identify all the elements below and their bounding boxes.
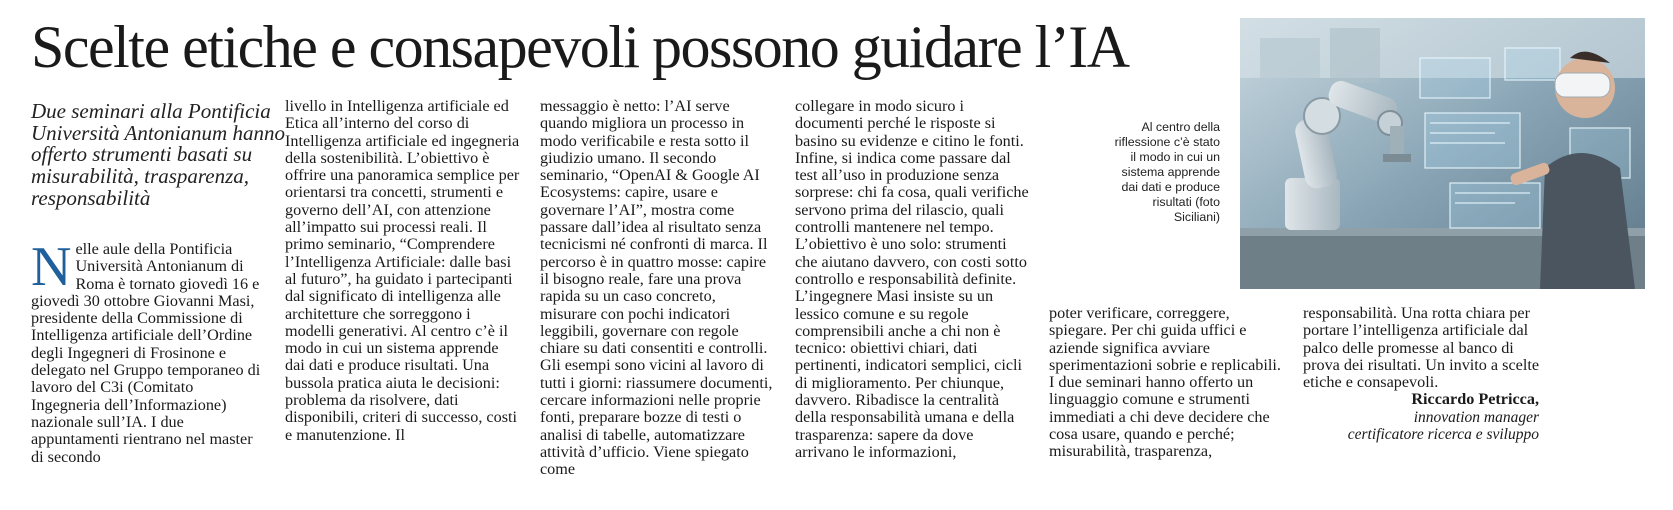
column-text: collegare in modo sicuro i documenti perché le risposte si basino su evidenze e citino le fonti. Infine, si indica come passare dal test all’uso in produzione senza sorprese: chi fa cosa, quali verifiche servono prima del rilascio, quali controlli mantenere nel tempo. L’obiettivo è uno solo: strumenti che aiutano davvero, con costi sotto controllo e responsabilità definite. L’ingegnere Masi insiste su un lessico comune e su regole comprensibili anche a chi non è tecnico: obiettivi chiari, dati pertinenti, indicatori semplici, cicli di miglioramento. Per chiunque, davvero. Ribadisce la centralità della responsabilità umana e della trasparenza: sapere da dove arrivano le informazioni, [795,97,1029,461]
column-text: messaggio è netto: l’AI serve quando migliora un processo in modo verificabile e resta sotto il giudizio umano. Il secondo seminario, “OpenAI & Google AI Ecosystems: capire, usare e governare l’AI”, mostra come passare dall’idea al risultato senza tecnicismi né confronti di marca. Il percorso è in quattro mosse: capire il bisogno reale, fare una prova rapida su un caso concreto, misurare con pochi indicatori leggibili, governare con regole chiare su dati consentiti e controlli. Gli esempi sono vicini al lavoro di tutti i giorni: riassumere documenti, cercare informazioni nelle proprie fonti, preparare bozze di testi o analisi di tabelle, automatizzare attività d’ufficio. Viene spiegato come [540,97,773,479]
article-column-4 [795,98,1031,461]
column-text: elle aule della Pontificia Università Antonianum di Roma è tornato giovedì 16 e giovedì 30 ottobre Giovanni Masi, presidente della Commissione di Intelligenza artificiale dell’Ordine degli Ingegneri di Frosinone e delegato nel Gruppo temporaneo di lavoro del C3i (Comitato Ingegneria dell’Informazione) nazionale sull’IA. I due appuntamenti rientrano nel master di secondo [31,240,261,466]
column-text: responsabilità. Una rotta chiara per portare l’intelligenza artificiale dal palco delle promesse al banco di prova dei risultati. Un invito a scelte etiche e consapevoli. [1303,304,1540,392]
photo-caption: Al centro della riflessione c’è stato il modo in cui un sistema apprende dai dati e produce risultati (foto Siciliani) [1114,120,1220,224]
article-column-5 [1049,305,1285,461]
author-name: Riccardo Petricca, [1411,390,1539,409]
robot-lab-illustration [1240,18,1645,289]
article-photo [1240,18,1645,289]
author-role: innovation manager [1413,408,1539,426]
article-column-1 [31,236,261,466]
article-column-3 [540,98,776,479]
column-text: poter verificare, correggere, spiegare. Per chi guida uffici e aziende significa avviare sperimentazioni sobrie e replicabili. I due seminari hanno offerto un linguaggio comune e strumenti immediati a chi deve decidere che cosa usare, quando e perché; misurabilità, trasparenza, [1049,304,1281,461]
column-text: livello in Intelligenza artificiale ed Etica all’interno del corso di Intelligenza artificiale ed ingegneria della sostenibilità. L’obiettivo è offrire una panoramica semplice per orientarsi tra concetti, strumenti e governo dell’AI, con attenzione all’impatto sui processi reali. Il primo seminario, “Comprendere l’Intelligenza Artificiale: dalle basi al futuro”, ha guidato i partecipanti dal significato di intelligenza alle architetture che sorreggono i modelli generativi. Al centro c’è il modo in cui un sistema apprende dai dati e produce risultati. Una bussola pratica aiuta le decisioni: problema da risolvere, dati disponibili, criteri di successo, costi e manutenzione. Il [285,97,520,444]
article-headline: Scelte etiche e consapevoli possono guidare l’IA [31,14,1129,80]
author-role: certificatore ricerca e sviluppo [1347,425,1539,443]
drop-cap: N [31,236,72,298]
article-subhead: Due seminari alla Pontificia Università Antonianum hanno offerto strumenti basati su misurabilità, trasparenza, responsabilità [31,99,285,210]
article-column-2 [285,98,521,444]
article-column-6 [1303,305,1539,443]
